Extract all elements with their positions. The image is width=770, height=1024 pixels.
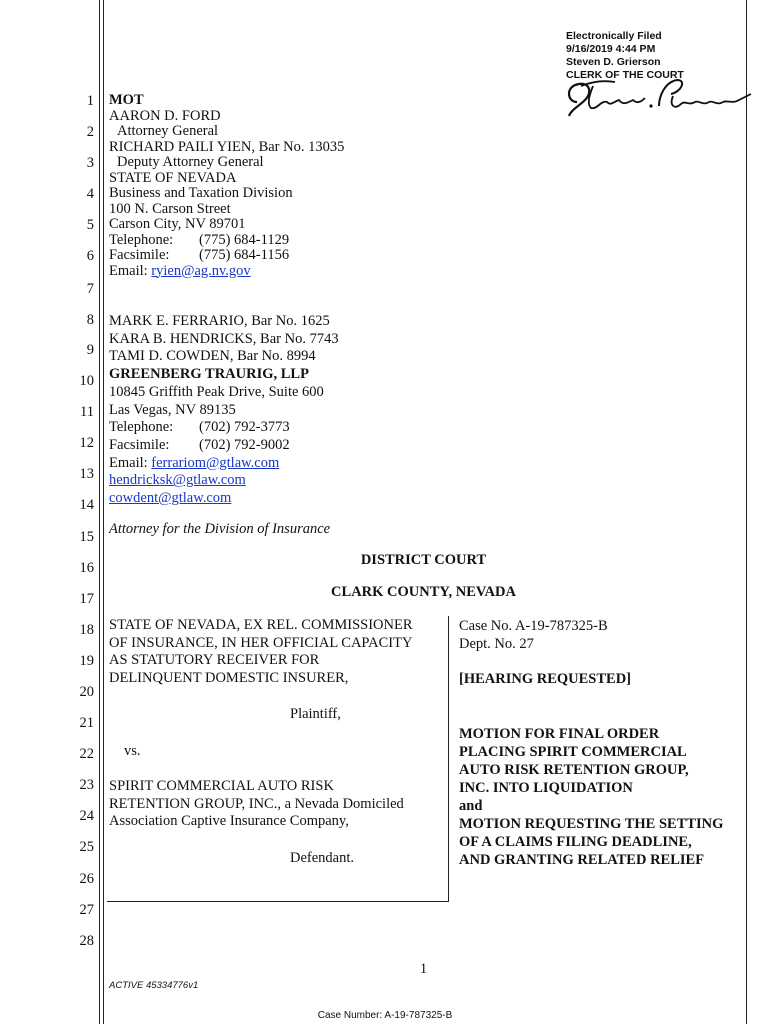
line-number: 27 <box>79 902 94 918</box>
firm-name: GREENBERG TRAURIG, LLP <box>109 366 309 383</box>
email-link[interactable]: ryien@ag.nv.gov <box>151 262 251 279</box>
footer-document-id: ACTIVE 45334776v1 <box>109 980 199 991</box>
counsel-title: Deputy Attorney General <box>117 154 264 170</box>
stamp-line-clerk-title: CLERK OF THE COURT <box>566 69 684 81</box>
footer-case-number: Case Number: A-19-787325-B <box>317 1010 453 1021</box>
telephone-label: Telephone: <box>109 231 174 248</box>
counsel-street: 100 N. Carson Street <box>109 200 231 217</box>
motion-title-line: AUTO RISK RETENTION GROUP, <box>459 762 689 778</box>
defendant-name-line: RETENTION GROUP, INC., a Nevada Domiciled <box>109 795 404 812</box>
line-number: 3 <box>86 155 94 171</box>
line-number: 11 <box>80 404 94 420</box>
counsel-facsimile <box>109 248 344 264</box>
motion-title-line: MOTION REQUESTING THE SETTING <box>459 816 724 832</box>
line-number: 22 <box>79 746 94 762</box>
line-number: 6 <box>86 248 94 264</box>
line-number: 8 <box>86 312 94 328</box>
counsel-division: Business and Taxation Division <box>109 185 293 201</box>
counsel-email-secondary <box>109 472 339 490</box>
line-number: 28 <box>79 933 94 949</box>
line-number: 10 <box>79 373 94 389</box>
counsel-name: KARA B. HENDRICKS, Bar No. 7743 <box>109 330 339 347</box>
counsel-block-greenberg-traurig <box>109 313 339 508</box>
page-number: 1 <box>419 961 428 977</box>
line-number: 25 <box>79 839 94 855</box>
line-number: 1 <box>86 93 94 109</box>
counsel-email <box>109 455 339 473</box>
stamp-line-clerk-name: Steven D. Grierson <box>566 56 661 68</box>
pleading-margin-line-left-outer <box>99 0 100 1024</box>
line-number: 21 <box>79 715 94 731</box>
counsel-telephone <box>109 419 339 437</box>
caption-divider-horizontal <box>107 901 449 902</box>
motion-title-line: PLACING SPIRIT COMMERCIAL <box>459 744 687 760</box>
line-number: 4 <box>86 186 94 202</box>
line-number: 5 <box>86 217 94 233</box>
line-number: 2 <box>86 124 94 140</box>
motion-title <box>459 725 723 869</box>
caption-plaintiff <box>109 617 413 687</box>
telephone-value: (702) 792-3773 <box>199 419 290 436</box>
plaintiff-label: Plaintiff, <box>290 706 341 722</box>
line-number: 18 <box>79 622 94 638</box>
counsel-name: TAMI D. COWDEN, Bar No. 8994 <box>109 348 316 365</box>
plaintiff-name-line: AS STATUTORY RECEIVER FOR <box>109 652 320 668</box>
line-number: 24 <box>79 808 94 824</box>
motion-title-line: AND GRANTING RELATED RELIEF <box>459 852 705 868</box>
counsel-city: Carson City, NV 89701 <box>109 216 246 232</box>
stamp-line-filed: Electronically Filed <box>566 30 662 42</box>
document-code: MOT <box>109 92 144 108</box>
court-county: CLARK COUNTY, NEVADA <box>331 584 516 600</box>
counsel-name: AARON D. FORD <box>109 107 221 124</box>
motion-title-line: OF A CLAIMS FILING DEADLINE, <box>459 834 692 850</box>
telephone-value: (775) 684-1129 <box>199 231 290 248</box>
court-name: DISTRICT COURT <box>360 552 487 568</box>
plaintiff-name-line: DELINQUENT DOMESTIC INSURER, <box>109 669 349 686</box>
email-link[interactable]: ferrariom@gtlaw.com <box>151 454 280 471</box>
motion-title-line: MOTION FOR FINAL ORDER <box>459 726 660 742</box>
email-label: Email: <box>109 262 148 279</box>
counsel-email <box>109 264 344 280</box>
hearing-requested: [HEARING REQUESTED] <box>459 671 632 687</box>
defendant-name-line: SPIRIT COMMERCIAL AUTO RISK <box>109 778 334 794</box>
email-label: Email: <box>109 454 148 471</box>
case-info <box>459 617 608 653</box>
facsimile-value: (702) 792-9002 <box>199 436 290 453</box>
firm-city: Las Vegas, NV 89135 <box>109 401 236 418</box>
counsel-block-attorney-general <box>109 93 344 279</box>
line-number: 20 <box>79 684 94 700</box>
motion-title-line: and <box>459 798 483 814</box>
line-number: 12 <box>79 435 94 451</box>
line-number: 15 <box>79 529 94 545</box>
counsel-office: STATE OF NEVADA <box>109 169 237 186</box>
firm-street: 10845 Griffith Peak Drive, Suite 600 <box>109 383 324 400</box>
line-number: 7 <box>86 281 94 297</box>
facsimile-value: (775) 684-1156 <box>199 247 290 263</box>
caption-divider-vertical <box>448 616 449 902</box>
telephone-label: Telephone: <box>109 419 174 436</box>
email-link[interactable]: hendricksk@gtlaw.com <box>109 472 246 489</box>
pleading-margin-line-right <box>746 0 747 1024</box>
line-number: 23 <box>79 777 94 793</box>
case-number: Case No. A-19-787325-B <box>459 618 608 634</box>
line-number: 16 <box>79 560 94 576</box>
counsel-title: Attorney General <box>117 123 219 139</box>
plaintiff-name-line: OF INSURANCE, IN HER OFFICIAL CAPACITY <box>109 634 413 651</box>
counsel-name: MARK E. FERRARIO, Bar No. 1625 <box>109 313 330 329</box>
facsimile-label: Facsimile: <box>109 247 170 263</box>
line-number: 13 <box>79 466 94 482</box>
versus-label: vs. <box>124 743 141 759</box>
line-number: 14 <box>79 497 94 513</box>
defendant-name-line: Association Captive Insurance Company, <box>109 813 349 829</box>
attorney-for-line: Attorney for the Division of Insurance <box>109 521 331 537</box>
counsel-telephone <box>109 233 344 249</box>
plaintiff-name-line: STATE OF NEVADA, EX REL. COMMISSIONER <box>109 617 413 633</box>
counsel-name: RICHARD PAILI YIEN, Bar No. 13035 <box>109 138 345 155</box>
department-number: Dept. No. 27 <box>459 636 534 652</box>
stamp-line-date: 9/16/2019 4:44 PM <box>566 43 656 55</box>
line-number: 9 <box>86 342 94 358</box>
counsel-email-tertiary <box>109 490 339 508</box>
defendant-label: Defendant. <box>290 850 355 866</box>
line-number: 17 <box>79 591 94 607</box>
pleading-margin-line-left-inner <box>103 0 104 1024</box>
motion-title-line: INC. INTO LIQUIDATION <box>459 780 633 796</box>
facsimile-label: Facsimile: <box>109 436 170 453</box>
line-number: 26 <box>79 871 94 887</box>
caption-defendant <box>109 778 404 831</box>
line-number: 19 <box>79 653 94 669</box>
counsel-facsimile <box>109 437 339 455</box>
email-link[interactable]: cowdent@gtlaw.com <box>109 490 232 507</box>
clerk-signature-image <box>563 72 753 120</box>
